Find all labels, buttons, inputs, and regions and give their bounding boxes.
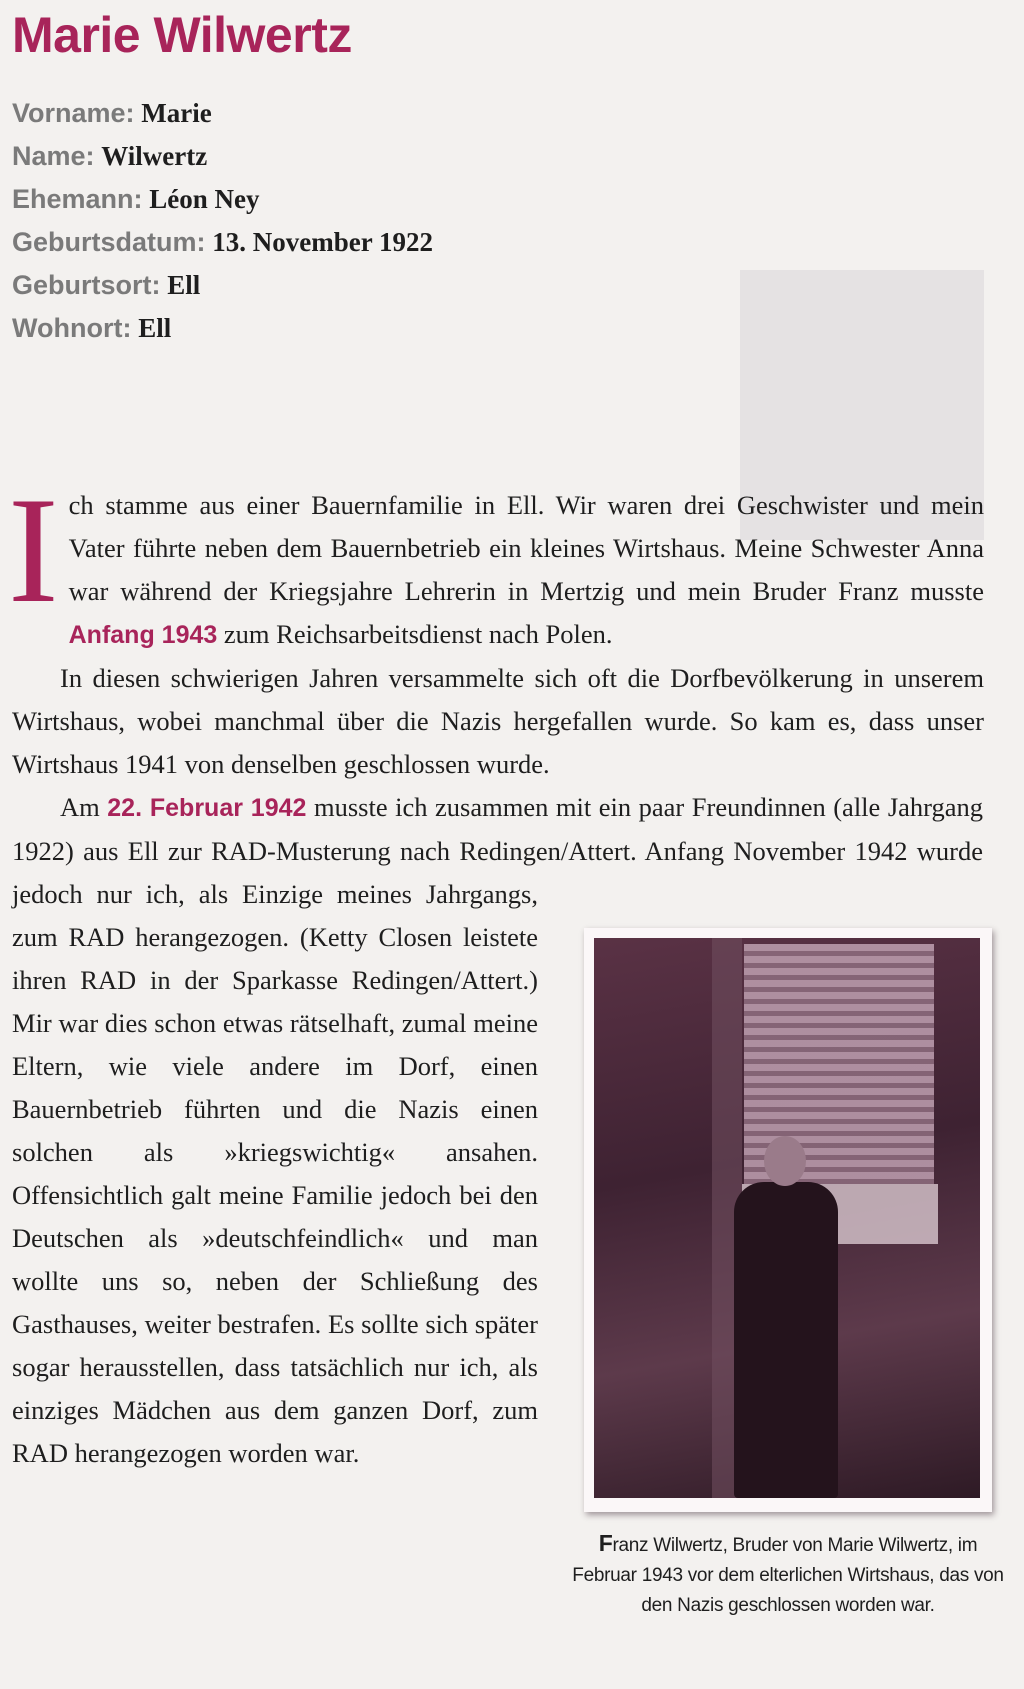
paragraph-1 — [8, 466, 984, 657]
caption-initial: F — [598, 1530, 613, 1556]
fact-residence — [12, 313, 433, 356]
drop-cap: I — [8, 466, 59, 634]
fact-label: Geburtsdatum: — [12, 227, 206, 257]
fact-label: Name: — [12, 141, 95, 171]
fact-label: Vorname: — [12, 98, 135, 128]
highlight-date: Anfang 1943 — [68, 621, 218, 649]
fact-first-name — [12, 98, 433, 141]
photo-wrap-pad — [983, 786, 984, 898]
photo-frame — [584, 928, 992, 1512]
fact-label: Wohnort: — [12, 313, 132, 343]
paragraph-2: In diesen schwierigen Jahren versammelte sich oft die Dorfbevölkerung in unserem Wirtshaus, wobei manchmal über die Nazis hergefallen wurde. So kam es, dass unser Wirtshaus 1941 von denselben geschlossen wurde. — [12, 663, 984, 779]
fact-label: Ehemann: — [12, 184, 143, 214]
fact-value: 13. November 1922 — [212, 227, 433, 257]
photo-caption — [570, 1528, 1006, 1621]
fact-value: Ell — [138, 313, 172, 343]
caption-text: ranz Wilwertz, Bruder von Marie Wilwertz, im Februar 1943 vor dem elterlichen Wirtshaus, das von den Nazis geschlossen worden war. — [572, 1535, 1004, 1616]
fact-value: Ell — [167, 270, 201, 300]
paragraph-1-text-a: ch stamme aus einer Bauernfamilie in Ell. Wir waren drei Geschwister und mein Vater führte neben dem Bauernbetrieb ein kleines Wirtshaus. Meine Schwester Anna war während der Kriegsjahre Lehrerin in Mertzig und mein Bruder Franz musste — [68, 490, 984, 606]
highlight-date: 22. Februar 1942 — [107, 794, 307, 822]
paragraph-3-text-a: Am — [60, 792, 108, 822]
photo-person-head — [764, 1136, 806, 1186]
fact-birth-date — [12, 227, 433, 270]
paragraph-3-text-b: musste ich zusammen mit ein paar Freundinnen (alle Jahrgang 1922) aus Ell zur RAD-Musterung nach Redingen/Attert. Anfang November 1942 wurde jedoch nur ich, als Einzige meines Jahrgangs, zum RAD herangezogen. (Ketty Closen leistete ihren RAD in der Sparkasse Redingen/Attert.) Mir war dies schon etwas rätselhaft, zumal meine Eltern, wie viele andere im Dorf, einen Bauernbetrieb führten und die Nazis einen solchen als »kriegswichtig« ansahen. Offensichtlich galt meine Familie jedoch bei den Deutschen als »deutschfeindlich« und man wollte uns so, neben der Schließung des Gasthauses, weiter bestrafen. Es sollte sich später sogar herausstellen, dass tatsächlich nur ich, als einziges Mädchen aus dem ganzen Dorf, zum RAD herangezogen worden war. — [12, 792, 984, 1468]
fact-husband — [12, 184, 433, 227]
personal-facts — [12, 98, 433, 356]
fact-value: Marie — [141, 98, 212, 128]
fact-value: Wilwertz — [101, 141, 208, 171]
fact-label: Geburtsort: — [12, 270, 161, 300]
paragraph-1-text-b: zum Reichsarbeitsdienst nach Polen. — [217, 619, 613, 649]
page-title: Marie Wilwertz — [12, 7, 352, 63]
photo-franz-wilwertz — [594, 938, 980, 1498]
fact-birth-place — [12, 270, 433, 313]
fact-value: Léon Ney — [149, 184, 260, 214]
fact-last-name — [12, 141, 433, 184]
photo-person-body — [734, 1182, 838, 1498]
